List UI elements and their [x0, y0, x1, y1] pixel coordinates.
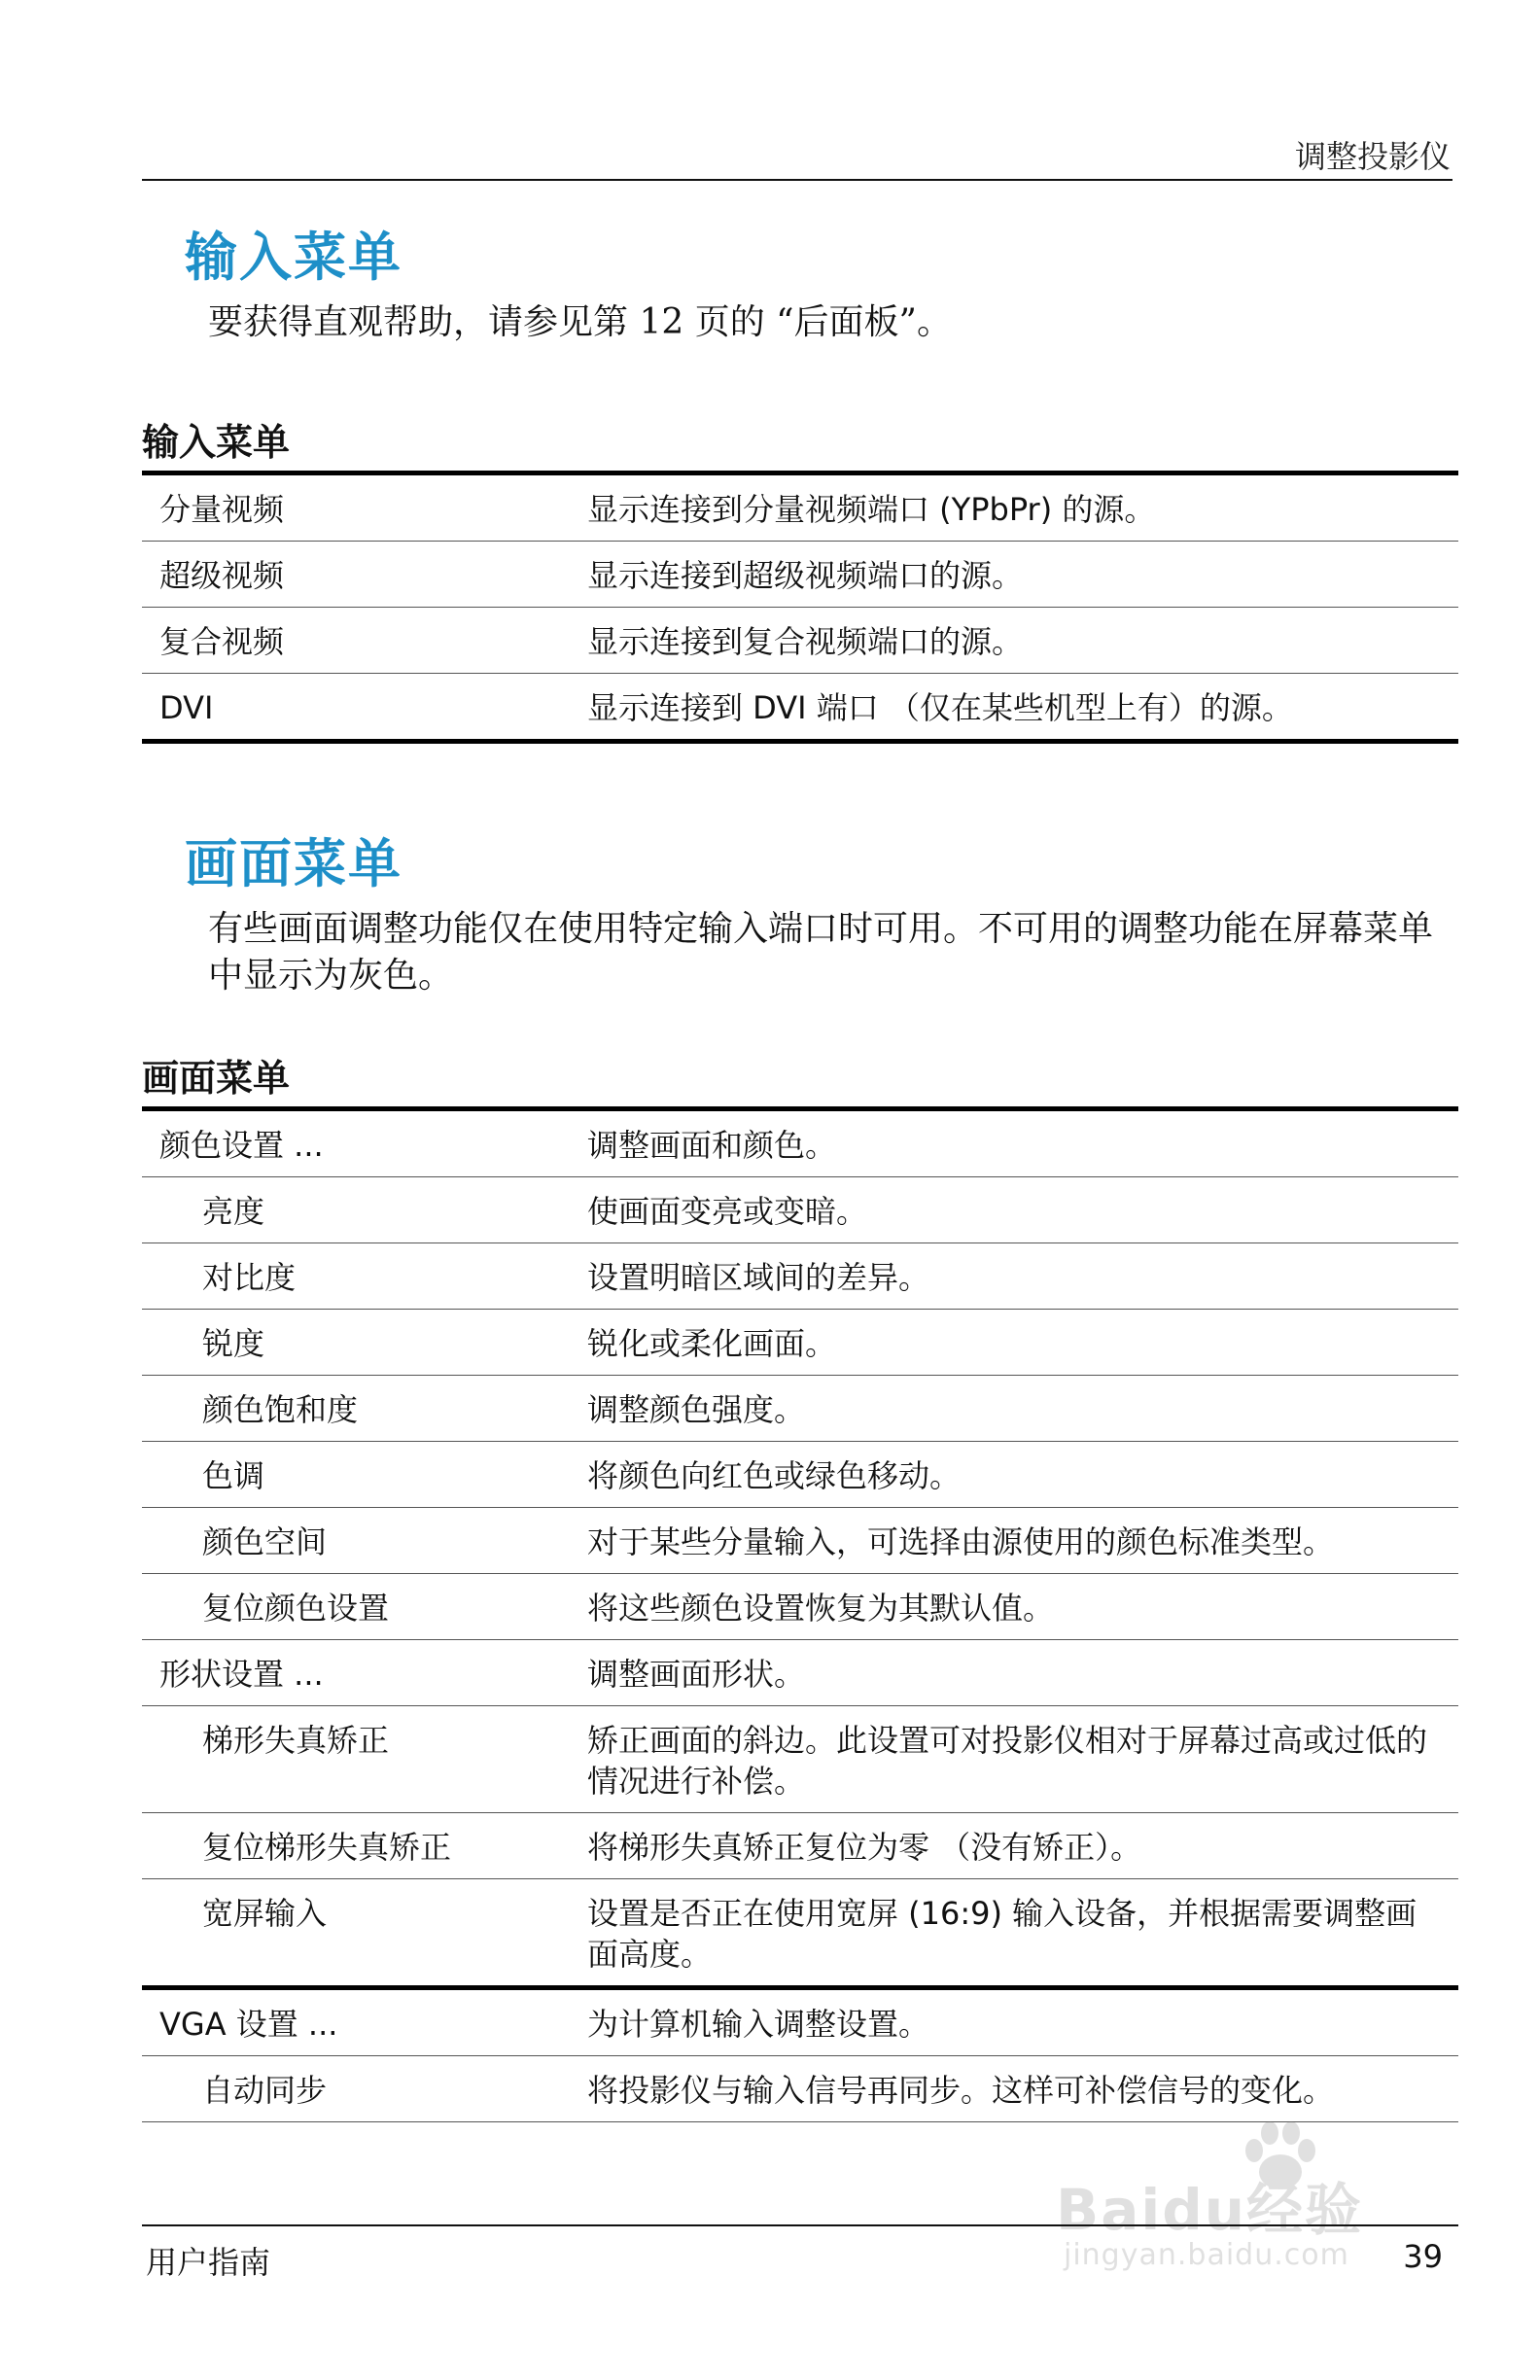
header-rule — [142, 179, 1452, 181]
running-header: 调整投影仪 — [1294, 138, 1451, 175]
table-row — [142, 1109, 1458, 1177]
menu-item-label: DVI — [142, 674, 570, 742]
input-menu-intro: 要获得直观帮助，请参见第 12 页的 “后面板”。 — [208, 302, 952, 342]
menu-item-label: 形状设置 ... — [142, 1640, 570, 1706]
menu-item-label: 分量视频 — [142, 473, 570, 542]
table-row — [142, 1706, 1458, 1813]
table-row — [142, 473, 1458, 542]
watermark-url-text: jingyan.baidu.com — [1064, 2238, 1349, 2272]
input-menu-table — [142, 471, 1458, 744]
table-row — [142, 1574, 1458, 1640]
footer-rule — [142, 2224, 1458, 2226]
table-row — [142, 1508, 1458, 1574]
menu-item-description: 锐化或柔化画面。 — [570, 1310, 1458, 1376]
table-row — [142, 542, 1458, 608]
submenu-item-label: 锐度 — [142, 1310, 570, 1376]
menu-item-description: 将梯形失真矫正复位为零 （没有矫正）。 — [570, 1813, 1458, 1879]
submenu-item-label: 梯形失真矫正 — [142, 1706, 570, 1813]
menu-item-description: 将投影仪与输入信号再同步。这样可补偿信号的变化。 — [570, 2056, 1458, 2122]
menu-item-description: 对于某些分量输入，可选择由源使用的颜色标准类型。 — [570, 1508, 1458, 1574]
input-menu-table-caption: 输入菜单 — [142, 421, 291, 464]
menu-item-description: 显示连接到分量视频端口 (YPbPr) 的源。 — [570, 473, 1458, 542]
table-row — [142, 1879, 1458, 1988]
table-row — [142, 1442, 1458, 1508]
baidu-watermark — [1056, 2118, 1425, 2292]
table-row — [142, 1640, 1458, 1706]
menu-item-description: 矫正画面的斜边。此设置可对投影仪相对于屏幕过高或过低的情况进行补偿。 — [570, 1706, 1458, 1813]
table-row — [142, 1177, 1458, 1243]
table-row — [142, 674, 1458, 742]
input-menu-title: 输入菜单 — [185, 227, 402, 288]
menu-item-label: 超级视频 — [142, 542, 570, 608]
submenu-item-label: 色调 — [142, 1442, 570, 1508]
submenu-item-label: 对比度 — [142, 1243, 570, 1310]
table-row — [142, 1310, 1458, 1376]
submenu-item-label: 颜色空间 — [142, 1508, 570, 1574]
table-row — [142, 2056, 1458, 2122]
menu-item-label: 颜色设置 ... — [142, 1109, 570, 1177]
menu-item-description: 显示连接到 DVI 端口 （仅在某些机型上有）的源。 — [570, 674, 1458, 742]
menu-item-description: 调整画面和颜色。 — [570, 1109, 1458, 1177]
picture-menu-table — [142, 1106, 1458, 2122]
table-row — [142, 608, 1458, 674]
picture-menu-intro: 有些画面调整功能仅在使用特定输入端口时可用。不可用的调整功能在屏幕菜单中显示为灰色。 — [208, 909, 1434, 996]
submenu-item-label: 颜色饱和度 — [142, 1376, 570, 1442]
menu-item-description: 将颜色向红色或绿色移动。 — [570, 1442, 1458, 1508]
watermark-main-text: Baidu经验 — [1056, 2177, 1364, 2243]
picture-menu-title: 画面菜单 — [185, 833, 402, 894]
menu-item-description: 显示连接到超级视频端口的源。 — [570, 542, 1458, 608]
menu-item-label: VGA 设置 ... — [142, 1988, 570, 2056]
footer-guide-label: 用户指南 — [146, 2244, 271, 2281]
menu-item-description: 设置是否正在使用宽屏 (16:9) 输入设备，并根据需要调整画面高度。 — [570, 1879, 1458, 1988]
menu-item-label: 复合视频 — [142, 608, 570, 674]
picture-menu-table-caption: 画面菜单 — [142, 1057, 291, 1100]
submenu-item-label: 自动同步 — [142, 2056, 570, 2122]
menu-item-description: 将这些颜色设置恢复为其默认值。 — [570, 1574, 1458, 1640]
submenu-item-label: 复位颜色设置 — [142, 1574, 570, 1640]
table-row — [142, 1813, 1458, 1879]
menu-item-description: 设置明暗区域间的差异。 — [570, 1243, 1458, 1310]
page-number: 39 — [1403, 2238, 1443, 2275]
submenu-item-label: 宽屏输入 — [142, 1879, 570, 1988]
submenu-item-label: 复位梯形失真矫正 — [142, 1813, 570, 1879]
menu-item-description: 调整颜色强度。 — [570, 1376, 1458, 1442]
table-row — [142, 1376, 1458, 1442]
table-row — [142, 1243, 1458, 1310]
menu-item-description: 显示连接到复合视频端口的源。 — [570, 608, 1458, 674]
table-row — [142, 1988, 1458, 2056]
submenu-item-label: 亮度 — [142, 1177, 570, 1243]
menu-item-description: 使画面变亮或变暗。 — [570, 1177, 1458, 1243]
menu-item-description: 为计算机输入调整设置。 — [570, 1988, 1458, 2056]
menu-item-description: 调整画面形状。 — [570, 1640, 1458, 1706]
